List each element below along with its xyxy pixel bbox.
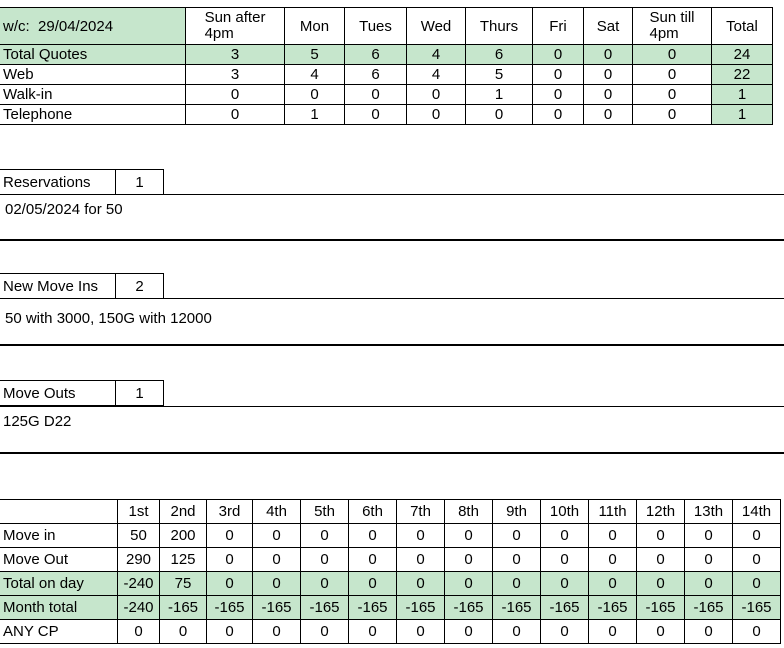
cell: 0 (589, 572, 637, 596)
row-label: Month total (0, 596, 118, 620)
cell: 0 (685, 620, 733, 644)
cell: 0 (533, 45, 584, 65)
cell: 0 (407, 105, 466, 125)
cell: 0 (733, 572, 781, 596)
cell: 0 (541, 620, 589, 644)
week-commencing-cell (0, 8, 186, 45)
move-ins-detail: 50 with 3000, 150G with 12000 (0, 298, 784, 346)
move-ins-count: 2 (116, 274, 164, 299)
cell: -165 (541, 596, 589, 620)
cell: 0 (589, 524, 637, 548)
cell: 0 (407, 85, 466, 105)
cell: 0 (589, 620, 637, 644)
cell: 0 (345, 105, 407, 125)
cell: -165 (160, 596, 207, 620)
move-outs-detail: 125G D22 (0, 406, 784, 454)
cell: 0 (445, 620, 493, 644)
col-total: Total (712, 8, 773, 45)
col-day: 13th (685, 500, 733, 524)
col-day: 6th (349, 500, 397, 524)
cell: -165 (301, 596, 349, 620)
table-row (0, 85, 773, 105)
cell: 0 (301, 620, 349, 644)
cell: 0 (285, 85, 345, 105)
cell: 6 (345, 45, 407, 65)
cell: 0 (345, 85, 407, 105)
cell: 0 (301, 548, 349, 572)
cell: 0 (301, 572, 349, 596)
table-row (0, 548, 781, 572)
cell: -165 (349, 596, 397, 620)
cell: 5 (285, 45, 345, 65)
cell: 0 (207, 524, 253, 548)
cell: 0 (466, 105, 533, 125)
cell: 6 (466, 45, 533, 65)
weekly-quotes-table (0, 7, 773, 125)
total-cell: 22 (712, 65, 773, 85)
cell: 4 (407, 45, 466, 65)
col-sun-till: Sun till 4pm (633, 8, 712, 45)
cell: 0 (397, 572, 445, 596)
cell: 0 (253, 572, 301, 596)
cell: 4 (407, 65, 466, 85)
cell: -165 (589, 596, 637, 620)
cell: 0 (637, 524, 685, 548)
cell: -165 (733, 596, 781, 620)
cell: -240 (118, 572, 160, 596)
col-day: 14th (733, 500, 781, 524)
cell: 0 (118, 620, 160, 644)
cell: -165 (207, 596, 253, 620)
cell: 0 (445, 524, 493, 548)
col-day: 5th (301, 500, 349, 524)
cell: 290 (118, 548, 160, 572)
cell: 0 (349, 524, 397, 548)
cell: 0 (349, 572, 397, 596)
cell: 75 (160, 572, 207, 596)
col-day: 9th (493, 500, 541, 524)
cell: 0 (541, 524, 589, 548)
table-row (0, 620, 781, 644)
cell: 0 (685, 548, 733, 572)
cell: -165 (445, 596, 493, 620)
cell: -240 (118, 596, 160, 620)
reservations-count: 1 (116, 170, 164, 195)
cell: 0 (589, 548, 637, 572)
col-sat: Sat (584, 8, 633, 45)
cell: 0 (253, 548, 301, 572)
cell: 0 (533, 105, 584, 125)
cell: 0 (207, 548, 253, 572)
cell: 3 (186, 65, 285, 85)
cell: 0 (733, 548, 781, 572)
table-row (0, 524, 781, 548)
total-cell: 1 (712, 85, 773, 105)
cell: -165 (637, 596, 685, 620)
cell: 0 (493, 524, 541, 548)
col-day: 11th (589, 500, 637, 524)
cell: -165 (685, 596, 733, 620)
col-day: 1st (118, 500, 160, 524)
col-day: 12th (637, 500, 685, 524)
header-blank (0, 500, 118, 524)
col-thurs: Thurs (466, 8, 533, 45)
reservations-detail: 02/05/2024 for 50 (0, 194, 784, 241)
cell: 0 (493, 620, 541, 644)
table-row (0, 65, 773, 85)
cell: 0 (633, 85, 712, 105)
row-label: ANY CP (0, 620, 118, 644)
cell: -165 (397, 596, 445, 620)
cell: 0 (397, 524, 445, 548)
col-mon: Mon (285, 8, 345, 45)
cell: 3 (186, 45, 285, 65)
cell: 0 (733, 620, 781, 644)
cell: 0 (445, 548, 493, 572)
row-label: Total on day (0, 572, 118, 596)
cell: 0 (301, 524, 349, 548)
cell: 0 (186, 85, 285, 105)
reservations-label: Reservations (0, 170, 116, 195)
total-cell: 24 (712, 45, 773, 65)
cell: 1 (466, 85, 533, 105)
move-outs-box (0, 380, 164, 406)
cell: 0 (349, 620, 397, 644)
table-header-row (0, 500, 781, 524)
cell: 0 (584, 45, 633, 65)
row-label: Move in (0, 524, 118, 548)
row-label: Web (0, 65, 186, 85)
table-row (0, 45, 773, 65)
cell: 0 (633, 65, 712, 85)
cell: 0 (160, 620, 207, 644)
cell: 50 (118, 524, 160, 548)
cell: 0 (633, 105, 712, 125)
cell: 6 (345, 65, 407, 85)
cell: 0 (637, 548, 685, 572)
table-row (0, 572, 781, 596)
cell: 4 (285, 65, 345, 85)
cell: 0 (533, 65, 584, 85)
cell: 0 (397, 548, 445, 572)
reservations-box (0, 169, 164, 195)
cell: 5 (466, 65, 533, 85)
col-wed: Wed (407, 8, 466, 45)
cell: 0 (533, 85, 584, 105)
cell: 0 (584, 65, 633, 85)
total-cell: 1 (712, 105, 773, 125)
cell: 0 (685, 572, 733, 596)
col-day: 3rd (207, 500, 253, 524)
col-day: 7th (397, 500, 445, 524)
cell: 0 (541, 548, 589, 572)
cell: 200 (160, 524, 207, 548)
col-day: 2nd (160, 500, 207, 524)
move-outs-label: Move Outs (0, 381, 116, 406)
cell: 0 (733, 524, 781, 548)
col-tues: Tues (345, 8, 407, 45)
cell: 0 (493, 572, 541, 596)
table-row (0, 105, 773, 125)
col-sun-after: Sun after 4pm (186, 8, 285, 45)
cell: 0 (349, 548, 397, 572)
row-label: Move Out (0, 548, 118, 572)
cell: -165 (253, 596, 301, 620)
cell: 125 (160, 548, 207, 572)
cell: -165 (493, 596, 541, 620)
row-label: Total Quotes (0, 45, 186, 65)
cell: 0 (685, 524, 733, 548)
cell: 0 (637, 572, 685, 596)
cell: 0 (584, 85, 633, 105)
col-day: 10th (541, 500, 589, 524)
row-label: Walk-in (0, 85, 186, 105)
cell: 0 (633, 45, 712, 65)
move-outs-count: 1 (116, 381, 164, 406)
col-day: 4th (253, 500, 301, 524)
week-date: 29/04/2024 (38, 17, 114, 35)
cell: 1 (285, 105, 345, 125)
move-ins-label: New Move Ins (0, 274, 116, 299)
cell: 0 (207, 572, 253, 596)
week-label: w/c: (3, 17, 30, 35)
cell: 0 (637, 620, 685, 644)
col-fri: Fri (533, 8, 584, 45)
row-label: Telephone (0, 105, 186, 125)
cell: 0 (207, 620, 253, 644)
cell: 0 (493, 548, 541, 572)
cell: 0 (584, 105, 633, 125)
cell: 0 (253, 620, 301, 644)
cell: 0 (397, 620, 445, 644)
cell: 0 (186, 105, 285, 125)
cell: 0 (253, 524, 301, 548)
col-day: 8th (445, 500, 493, 524)
cell: 0 (445, 572, 493, 596)
daily-movement-table (0, 499, 781, 644)
table-row (0, 596, 781, 620)
move-ins-box (0, 273, 164, 299)
cell: 0 (541, 572, 589, 596)
